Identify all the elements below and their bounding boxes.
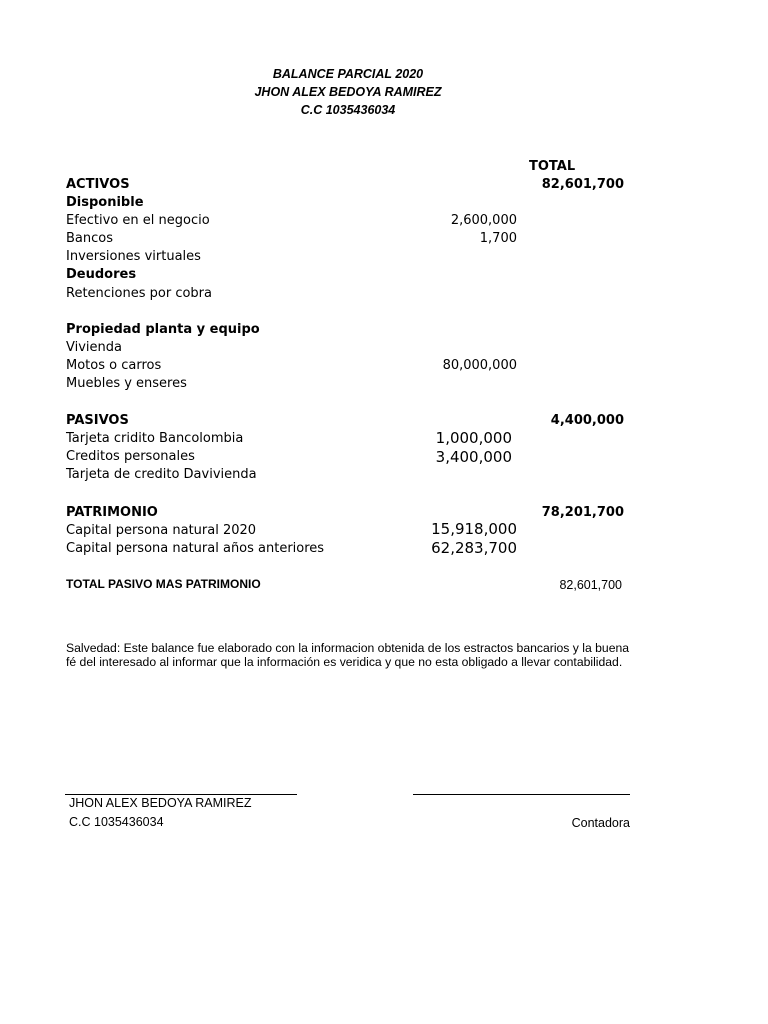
- accountant-signature-line: [413, 794, 630, 795]
- bancos-value: 1,700: [479, 231, 517, 246]
- inversiones-label: Inversiones virtuales: [66, 249, 201, 264]
- creditos-personales-value: 3,400,000: [435, 448, 512, 466]
- document-owner-name: JHON ALEX BEDOYA RAMIREZ: [254, 85, 442, 99]
- total-pasivo-patrimonio-label: TOTAL PASIVO MAS PATRIMONIO: [66, 577, 261, 591]
- total-column-heading: TOTAL: [529, 159, 576, 174]
- tarjeta-bancolombia-value: 1,000,000: [435, 429, 512, 447]
- muebles-label: Muebles y enseres: [66, 376, 187, 391]
- capital-anteriores-label: Capital persona natural años anteriores: [66, 541, 325, 556]
- retenciones-label: Retenciones por cobra: [66, 286, 212, 301]
- efectivo-value: 2,600,000: [450, 213, 517, 228]
- owner-signature-line: [65, 794, 297, 795]
- total-pasivo-patrimonio-value: 82,601,700: [559, 578, 622, 592]
- creditos-personales-label: Creditos personales: [66, 449, 195, 464]
- tarjeta-davivienda-label: Tarjeta de credito Davivienda: [66, 467, 257, 482]
- pasivos-heading: PASIVOS: [66, 413, 129, 428]
- activos-heading: ACTIVOS: [66, 177, 130, 192]
- bancos-label: Bancos: [66, 231, 113, 246]
- owner-signature-name: JHON ALEX BEDOYA RAMIREZ: [69, 796, 252, 810]
- ppe-heading: Propiedad planta y equipo: [66, 322, 260, 337]
- activos-total: 82,601,700: [541, 177, 624, 192]
- document-owner-id: C.C 1035436034: [300, 103, 396, 117]
- vivienda-label: Vivienda: [66, 340, 122, 355]
- document-title: BALANCE PARCIAL 2020: [272, 67, 424, 81]
- deudores-heading: Deudores: [66, 267, 137, 282]
- pasivos-total: 4,400,000: [550, 413, 624, 428]
- accountant-signature-role: Contadora: [571, 816, 630, 830]
- patrimonio-total: 78,201,700: [541, 505, 624, 520]
- motos-label: Motos o carros: [66, 358, 162, 373]
- disponible-heading: Disponible: [66, 195, 144, 210]
- capital-anteriores-value: 62,283,700: [431, 539, 517, 557]
- owner-signature-id: C.C 1035436034: [69, 815, 164, 829]
- capital-2020-value: 15,918,000: [431, 520, 517, 538]
- motos-value: 80,000,000: [442, 358, 517, 373]
- patrimonio-heading: PATRIMONIO: [66, 505, 158, 520]
- tarjeta-bancolombia-label: Tarjeta cridito Bancolombia: [66, 431, 244, 446]
- salvedad-note: Salvedad: Este balance fue elaborado con la informacion obtenida de los estractos bancarios y la buena fé del interesado al informar que la información es veridica y que no esta obligado a llevar contabilidad.: [66, 641, 630, 669]
- efectivo-label: Efectivo en el negocio: [66, 213, 210, 228]
- capital-2020-label: Capital persona natural 2020: [66, 523, 257, 538]
